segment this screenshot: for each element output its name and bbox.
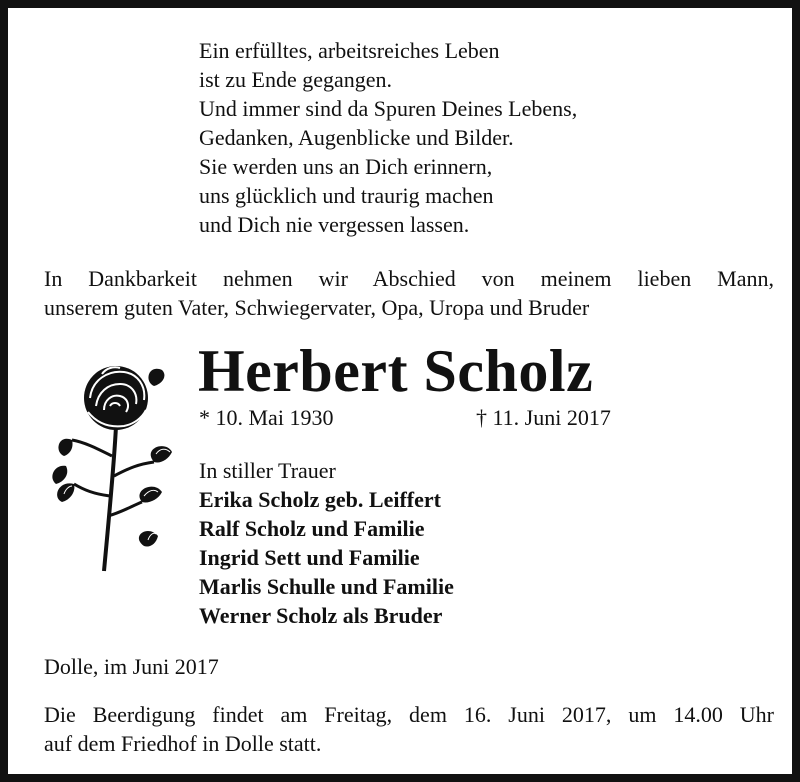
mourner-name: Erika Scholz geb. Leiffert <box>199 487 441 512</box>
place-and-date: Dolle, im Juni 2017 <box>44 654 219 679</box>
mourners-section <box>199 456 454 630</box>
deceased-name: Herbert Scholz <box>198 338 594 404</box>
memorial-poem <box>199 36 577 239</box>
intro-line: In Dankbarkeit nehmen wir Abschied von meinem lieben Mann, <box>44 266 774 291</box>
birth-date: * 10. Mai 1930 <box>199 405 334 430</box>
rose-icon <box>44 356 174 576</box>
funeral-announcement <box>44 700 774 758</box>
mourner-name: Ralf Scholz und Familie <box>199 516 425 541</box>
poem-line: Gedanken, Augenblicke und Bilder. <box>199 125 514 150</box>
poem-line: Sie werden uns an Dich erinnern, <box>199 154 493 179</box>
mourning-heading: In stiller Trauer <box>199 458 336 483</box>
poem-line: ist zu Ende gegangen. <box>199 67 393 92</box>
farewell-intro <box>44 264 774 322</box>
intro-line: unserem guten Vater, Schwiegervater, Opa, Uropa und Bruder <box>44 295 590 320</box>
poem-line: Und immer sind da Spuren Deines Lebens, <box>199 96 578 121</box>
mourner-name: Werner Scholz als Bruder <box>199 603 443 628</box>
funeral-line: auf dem Friedhof in Dolle statt. <box>44 731 322 756</box>
poem-line: Ein erfülltes, arbeitsreiches Leben <box>199 38 500 63</box>
funeral-line: Die Beerdigung findet am Freitag, dem 16. Juni 2017, um 14.00 Uhr <box>44 702 774 727</box>
mourner-name: Marlis Schulle und Familie <box>199 574 454 599</box>
death-date: † 11. Juni 2017 <box>476 405 611 430</box>
poem-line: und Dich nie vergessen lassen. <box>199 212 470 237</box>
poem-line: uns glücklich und traurig machen <box>199 183 494 208</box>
mourner-name: Ingrid Sett und Familie <box>199 545 420 570</box>
